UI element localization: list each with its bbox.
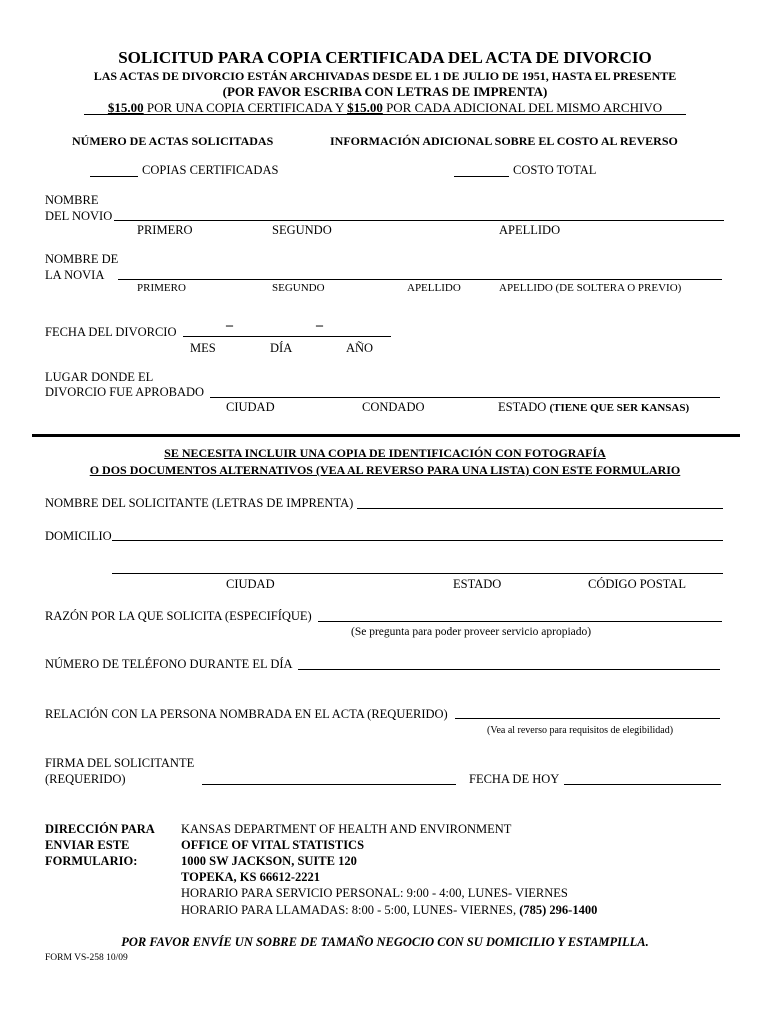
mailing-office: OFFICE OF VITAL STATISTICS <box>181 838 365 852</box>
address-label: DOMICILIO <box>45 529 112 543</box>
reason-field[interactable] <box>318 621 722 622</box>
phone-field[interactable] <box>298 669 720 670</box>
price-underline <box>84 114 686 115</box>
date-dash-2: – <box>316 318 323 333</box>
price-text-1: POR UNA COPIA CERTIFICADA Y <box>143 100 348 115</box>
relation-label: RELACIÓN CON LA PERSONA NOMBRADA EN EL ACTA (REQUERIDO) <box>45 707 448 721</box>
address-city: CIUDAD <box>226 577 275 591</box>
groom-middle: SEGUNDO <box>272 223 332 237</box>
today-date-field[interactable] <box>564 784 721 785</box>
address-field[interactable] <box>112 540 723 541</box>
bride-first: PRIMERO <box>137 282 186 294</box>
section-divider <box>32 434 740 437</box>
reason-note: (Se pregunta para poder proveer servicio apropiado) <box>351 626 592 638</box>
form-title: SOLICITUD PARA COPIA CERTIFICADA DEL ACTA DE DIVORCIO <box>118 48 652 67</box>
address-zip: CÓDIGO POSTAL <box>588 577 686 591</box>
mailing-street: 1000 SW JACKSON, SUITE 120 <box>181 854 357 868</box>
mailing-label-3: FORMULARIO: <box>45 854 138 868</box>
price-amount-2: $15.00 <box>347 100 383 115</box>
today-date-label: FECHA DE HOY <box>469 772 560 786</box>
total-cost-label: COSTO TOTAL <box>513 163 597 177</box>
place-county: CONDADO <box>362 400 425 414</box>
bride-last: APELLIDO <box>407 282 461 294</box>
place-label-1: LUGAR DONDE EL <box>45 370 154 384</box>
phone-label: NÚMERO DE TELÉFONO DURANTE EL DÍA <box>45 657 293 671</box>
bride-label-1: NOMBRE DE <box>45 252 119 266</box>
relation-note: (Vea al reverso para requisitos de elegibilidad) <box>487 725 674 736</box>
relation-field[interactable] <box>455 718 720 719</box>
price-text-2: POR CADA ADICIONAL DEL MISMO ARCHIVO <box>382 100 663 115</box>
reason-label: RAZÓN POR LA QUE SOLICITA (ESPECIFÍQUE) <box>45 609 312 623</box>
requested-label: NÚMERO DE ACTAS SOLICITADAS <box>72 134 274 148</box>
groom-last: APELLIDO <box>499 223 561 237</box>
mailing-label-1: DIRECCIÓN PARA <box>45 822 155 836</box>
form-id: FORM VS-258 10/09 <box>45 953 128 963</box>
groom-label-2: DEL NOVIO <box>45 209 113 223</box>
hours-calls-text: HORARIO PARA LLAMADAS: 8:00 - 5:00, LUNES- VIERNES, <box>181 903 520 917</box>
place-field[interactable] <box>210 397 720 398</box>
bride-label-2: LA NOVIA <box>45 268 105 282</box>
place-label-2: DIVORCIO FUE APROBADO <box>45 385 205 399</box>
print-note: (POR FAVOR ESCRIBA CON LETRAS DE IMPRENTA) <box>222 84 548 99</box>
hours-calls <box>181 903 597 918</box>
envelope-note: POR FAVOR ENVÍE UN SOBRE DE TAMAÑO NEGOCIO CON SU DOMICILIO Y ESTAMPILLA. <box>121 935 649 949</box>
place-state <box>498 400 689 415</box>
divorce-date-field[interactable] <box>183 336 391 337</box>
bride-maiden: APELLIDO (DE SOLTERA O PREVIO) <box>499 282 682 294</box>
signature-field[interactable] <box>202 784 456 785</box>
phone-number: (785) 296-1400 <box>519 903 598 917</box>
date-month: MES <box>190 341 216 355</box>
signature-label-1: FIRMA DEL SOLICITANTE <box>45 756 195 770</box>
total-cost-field[interactable] <box>454 176 509 177</box>
price-amount-1: $15.00 <box>107 100 144 115</box>
place-city: CIUDAD <box>226 400 275 414</box>
mailing-label-2: ENVIAR ESTE <box>45 838 130 852</box>
cost-info-label: INFORMACIÓN ADICIONAL SOBRE EL COSTO AL REVERSO <box>330 134 678 148</box>
form-subtitle: LAS ACTAS DE DIVORCIO ESTÁN ARCHIVADAS DESDE EL 1 DE JULIO DE 1951, HASTA EL PRESENTE <box>93 69 677 83</box>
address-city-field[interactable] <box>112 573 723 574</box>
applicant-name-field[interactable] <box>357 508 723 509</box>
applicant-name-label: NOMBRE DEL SOLICITANTE (LETRAS DE IMPRENTA) <box>45 496 354 510</box>
signature-label-2: (REQUERIDO) <box>45 772 126 786</box>
divorce-date-label: FECHA DEL DIVORCIO <box>45 325 177 339</box>
bride-middle: SEGUNDO <box>272 282 325 294</box>
id-notice-line-1: SE NECESITA INCLUIR UNA COPIA DE IDENTIFICACIÓN CON FOTOGRAFÍA <box>164 446 606 460</box>
place-state-note: (TIENE QUE SER KANSAS) <box>549 402 690 414</box>
copies-label: COPIAS CERTIFICADAS <box>142 163 279 177</box>
place-state-label: ESTADO <box>498 400 547 414</box>
copies-field[interactable] <box>90 176 138 177</box>
hours-personal: HORARIO PARA SERVICIO PERSONAL: 9:00 - 4:00, LUNES- VIERNES <box>181 886 568 900</box>
date-year: AÑO <box>346 341 374 355</box>
groom-first: PRIMERO <box>137 223 193 237</box>
address-state: ESTADO <box>453 577 502 591</box>
mailing-org: KANSAS DEPARTMENT OF HEALTH AND ENVIRONMENT <box>181 822 512 836</box>
groom-label-1: NOMBRE <box>45 193 99 207</box>
mailing-city: TOPEKA, KS 66612-2221 <box>181 870 321 884</box>
id-notice-line-2: O DOS DOCUMENTOS ALTERNATIVOS (VEA AL REVERSO PARA UNA LISTA) CON ESTE FORMULARIO <box>89 463 681 477</box>
bride-name-field[interactable] <box>118 279 722 280</box>
date-dash-1: – <box>226 318 233 333</box>
groom-name-field[interactable] <box>114 220 724 221</box>
date-day: DÍA <box>270 341 293 355</box>
